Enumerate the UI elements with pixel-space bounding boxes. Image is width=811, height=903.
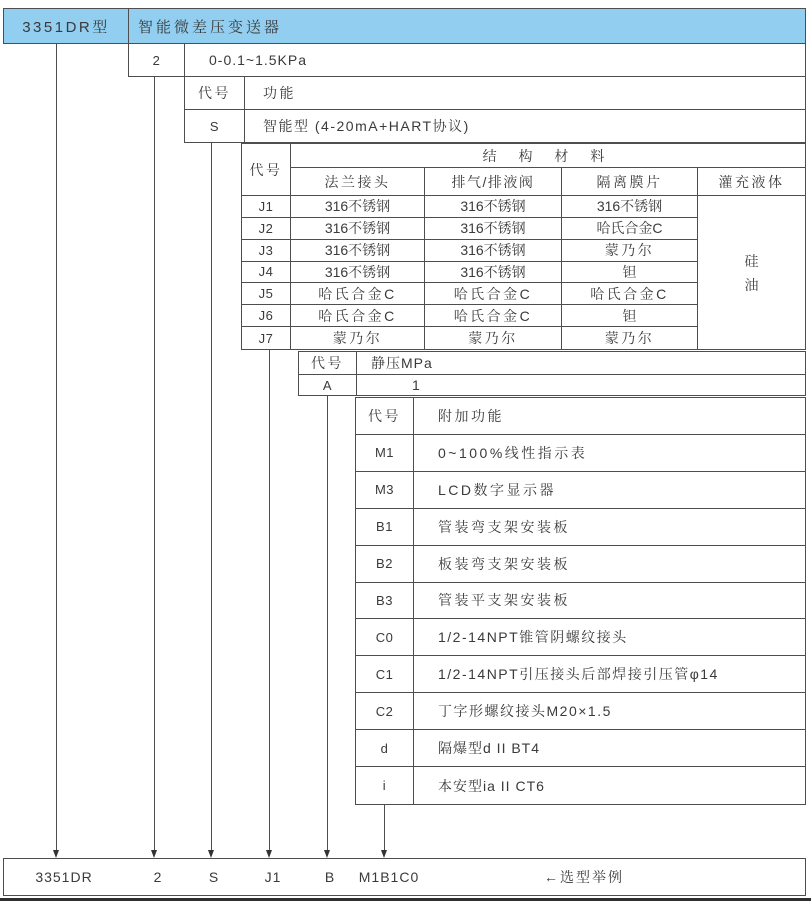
addon-row-code: i [356, 767, 414, 804]
example-box [3, 858, 806, 896]
material-cell: 哈氏合金C [425, 283, 562, 305]
range-code-cell: 2 [129, 44, 185, 76]
model-name-cell: 智能微差压变送器 [138, 18, 283, 36]
material-row-code: J1 [242, 196, 291, 218]
example-part: 3351DR [35, 869, 93, 885]
down-arrow-icon [324, 850, 330, 858]
down-arrow-icon [208, 850, 214, 858]
connector-line [154, 77, 155, 850]
function-table [184, 76, 806, 143]
addon-row-desc: 丁字形螺纹接头M20×1.5 [414, 693, 805, 730]
down-arrow-icon [151, 850, 157, 858]
sp-row-code: A [299, 375, 357, 395]
material-cell: 316不锈钢 [425, 262, 562, 284]
material-cell: 蒙乃尔 [562, 327, 698, 349]
addon-row-code: B2 [356, 546, 414, 583]
addon-row-desc: 管装平支架安装板 [414, 583, 805, 620]
example-part: B [324, 869, 336, 885]
addon-row-code: B1 [356, 509, 414, 546]
material-col-diaphragm: 隔离膜片 [562, 168, 698, 196]
connector-line [384, 805, 385, 850]
addon-row-code: B3 [356, 583, 414, 620]
material-cell: 316不锈钢 [291, 262, 425, 284]
material-row-code: J5 [242, 283, 291, 305]
connector-line [56, 44, 57, 850]
range-table [128, 43, 806, 77]
addon-row-desc: 0~100%线性指示表 [414, 435, 805, 472]
addon-row-desc: LCD数字显示器 [414, 472, 805, 509]
bottom-rule [0, 898, 811, 901]
function-row-code: S [185, 110, 245, 142]
down-arrow-icon [381, 850, 387, 858]
material-group-header: 结 构 材 料 [291, 144, 805, 168]
addons-table [355, 397, 806, 805]
material-row-code: J6 [242, 305, 291, 327]
addon-row-code: M3 [356, 472, 414, 509]
example-note: ←选型举例 [544, 869, 624, 885]
material-cell: 钽 [562, 262, 698, 284]
material-col-fill: 灌充液体 [698, 168, 805, 196]
material-cell: 哈氏合金C [425, 305, 562, 327]
fill-fluid-line1: 硅 [744, 252, 759, 269]
material-cell: 316不锈钢 [425, 218, 562, 240]
function-label: 功能 [245, 77, 805, 110]
material-cell: 蒙乃尔 [291, 327, 425, 349]
addon-row-desc: 板装弯支架安装板 [414, 546, 805, 583]
down-arrow-icon [266, 850, 272, 858]
example-part: 2 [153, 869, 163, 885]
material-row-code: J3 [242, 240, 291, 262]
sp-row-value: 1 [412, 377, 420, 393]
model-header-bar [3, 8, 806, 44]
material-row-code: J7 [242, 327, 291, 349]
model-code-cell: 3351DR型 [4, 9, 129, 43]
connector-line [327, 396, 328, 850]
material-table [241, 143, 806, 350]
addon-row-desc: 1/2-14NPT引压接头后部焊接引压管φ14 [414, 656, 805, 693]
material-row-code: J2 [242, 218, 291, 240]
static-pressure-table [298, 351, 806, 396]
addon-row-code: C2 [356, 693, 414, 730]
addon-row-desc: 本安型ia II CT6 [438, 777, 545, 794]
material-col-vent: 排气/排液阀 [425, 168, 562, 196]
connector-line [211, 143, 212, 850]
material-cell: 钽 [562, 305, 698, 327]
addon-row-desc: 1/2-14NPT锥管阴螺纹接头 [414, 619, 805, 656]
example-part: J1 [264, 869, 282, 885]
material-cell: 哈氏合金C [562, 283, 698, 305]
material-cell: 蒙乃尔 [425, 327, 562, 349]
addons-code-label: 代号 [356, 398, 414, 435]
addon-row-code: M1 [356, 435, 414, 472]
material-cell: 316不锈钢 [425, 196, 562, 218]
function-code-label: 代号 [185, 77, 245, 110]
sp-code-label: 代号 [299, 352, 357, 375]
material-cell: 哈氏合金C [291, 283, 425, 305]
material-cell: 316不锈钢 [291, 240, 425, 262]
addon-row-code: C0 [356, 619, 414, 656]
material-cell: 316不锈钢 [291, 196, 425, 218]
material-cell: 哈氏合金C [562, 218, 698, 240]
fill-fluid-line2: 油 [744, 276, 759, 293]
range-value-cell: 0-0.1~1.5KPa [209, 52, 308, 68]
material-cell: 316不锈钢 [562, 196, 698, 218]
connector-line [269, 350, 270, 850]
material-row-code: J4 [242, 262, 291, 284]
addon-row-desc: 管装弯支架安装板 [414, 509, 805, 546]
addon-row-code: C1 [356, 656, 414, 693]
fill-fluid-cell [698, 196, 805, 349]
addon-row-desc: 隔爆型d II BT4 [414, 730, 805, 767]
material-cell: 316不锈钢 [291, 218, 425, 240]
sp-label: 静压MPa [357, 352, 805, 375]
down-arrow-icon [53, 850, 59, 858]
material-cell: 蒙乃尔 [562, 240, 698, 262]
function-row-desc: 智能型 (4-20mA+HART协议) [263, 118, 470, 134]
material-col-flange: 法兰接头 [291, 168, 425, 196]
material-code-label: 代号 [242, 144, 291, 196]
addon-row-code: d [356, 730, 414, 767]
material-cell: 哈氏合金C [291, 305, 425, 327]
material-cell: 316不锈钢 [425, 240, 562, 262]
addons-label: 附加功能 [414, 398, 805, 435]
example-part: S [208, 869, 220, 885]
example-part: M1B1C0 [358, 869, 420, 885]
